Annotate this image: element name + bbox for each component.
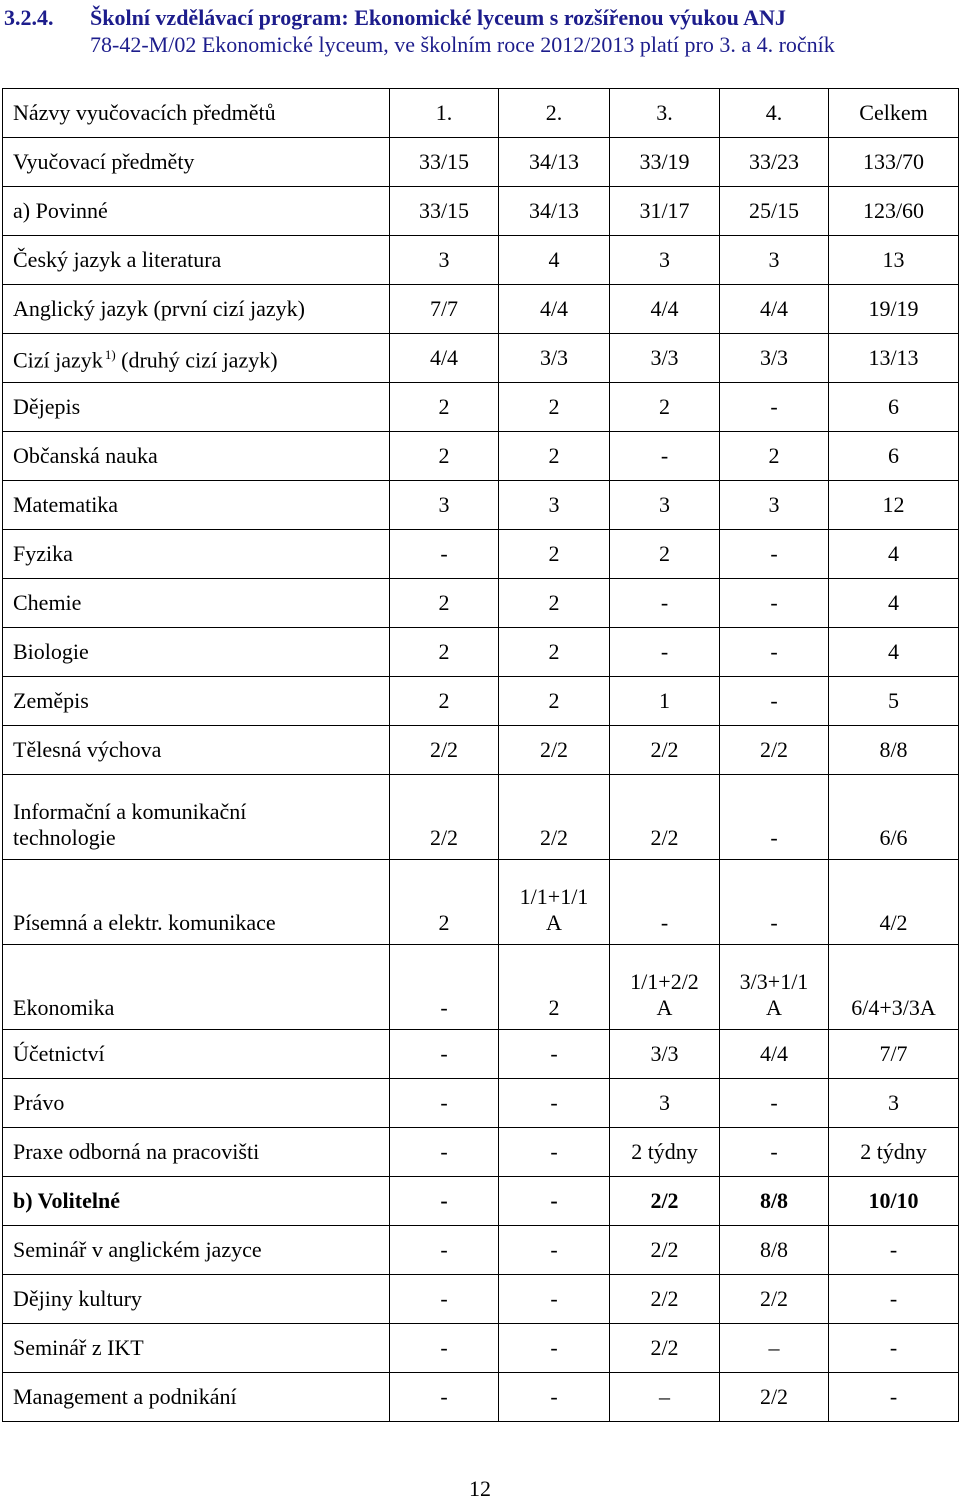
curriculum-table-body [3, 89, 959, 1422]
year-3-cell: 3/3 [610, 1030, 720, 1079]
year-4-cell: 3 [720, 481, 829, 530]
year-1-cell: 2 [390, 383, 499, 432]
total-cell: 8/8 [829, 726, 959, 775]
total-cell: 13/13 [829, 334, 959, 383]
table-row [3, 1079, 959, 1128]
year-2-cell: 34/13 [499, 138, 610, 187]
table-row [3, 481, 959, 530]
curriculum-table [2, 88, 959, 1422]
year-4-cell: - [720, 628, 829, 677]
total-cell: 5 [829, 677, 959, 726]
total-cell: 123/60 [829, 187, 959, 236]
year-2-cell: - [499, 1030, 610, 1079]
year-3-cell: - [610, 432, 720, 481]
total-cell: 6/4+3/3A [829, 945, 959, 1030]
year-4-cell: 3/3+1/1 A [720, 945, 829, 1030]
year-2-cell: 3/3 [499, 334, 610, 383]
header-year-3-cell: 3. [610, 89, 720, 138]
subject-cell: Dějepis [3, 383, 390, 432]
year-1-cell: 33/15 [390, 138, 499, 187]
year-1-cell: 4/4 [390, 334, 499, 383]
total-cell: 10/10 [829, 1177, 959, 1226]
year-1-cell: 2 [390, 677, 499, 726]
year-3-cell: 2/2 [610, 1324, 720, 1373]
header-subject-cell: Názvy vyučovacích předmětů [3, 89, 390, 138]
subject-cell: Zeměpis [3, 677, 390, 726]
table-row [3, 1030, 959, 1079]
table-row [3, 334, 959, 383]
year-3-cell: 31/17 [610, 187, 720, 236]
year-4-cell: 8/8 [720, 1226, 829, 1275]
year-3-cell: – [610, 1373, 720, 1422]
year-3-cell: 4/4 [610, 285, 720, 334]
year-4-cell: 2/2 [720, 726, 829, 775]
year-2-cell: 34/13 [499, 187, 610, 236]
year-4-cell: 25/15 [720, 187, 829, 236]
year-3-cell: 2/2 [610, 1177, 720, 1226]
year-4-cell: - [720, 579, 829, 628]
year-3-cell: - [610, 579, 720, 628]
year-3-cell: 2/2 [610, 775, 720, 860]
year-4-cell: 2/2 [720, 1275, 829, 1324]
year-2-cell: - [499, 1226, 610, 1275]
subject-cell: Právo [3, 1079, 390, 1128]
year-2-cell: - [499, 1324, 610, 1373]
subject-cell: Matematika [3, 481, 390, 530]
subject-cell: Vyučovací předměty [3, 138, 390, 187]
section-number: 3.2.4. [4, 5, 54, 30]
subject-cell: b) Volitelné [3, 1177, 390, 1226]
year-4-cell: 3 [720, 236, 829, 285]
year-4-cell: - [720, 530, 829, 579]
header-year-4-cell: 4. [720, 89, 829, 138]
year-2-cell: 3 [499, 481, 610, 530]
year-1-cell: - [390, 1324, 499, 1373]
year-1-cell: - [390, 1128, 499, 1177]
year-4-cell: 8/8 [720, 1177, 829, 1226]
total-cell: 4/2 [829, 860, 959, 945]
subject-cell: Informační a komunikační technologie [3, 775, 390, 860]
table-row [3, 432, 959, 481]
table-row [3, 1373, 959, 1422]
table-row [3, 677, 959, 726]
table-row [3, 860, 959, 945]
year-1-cell: - [390, 1275, 499, 1324]
year-4-cell: - [720, 1128, 829, 1177]
section-subtitle: 78-42-M/02 Ekonomické lyceum, ve školním roce 2012/2013 platí pro 3. a 4. ročník [90, 32, 835, 57]
table-row [3, 1128, 959, 1177]
year-1-cell: - [390, 1079, 499, 1128]
total-cell: 4 [829, 579, 959, 628]
subject-cell: a) Povinné [3, 187, 390, 236]
year-2-cell: 2 [499, 530, 610, 579]
subject-cell: Ekonomika [3, 945, 390, 1030]
year-4-cell: - [720, 860, 829, 945]
year-3-cell: 2/2 [610, 1275, 720, 1324]
total-cell: - [829, 1226, 959, 1275]
total-cell: 4 [829, 628, 959, 677]
year-3-cell: - [610, 628, 720, 677]
year-2-cell: 2 [499, 579, 610, 628]
subject-cell: Občanská nauka [3, 432, 390, 481]
year-4-cell: - [720, 1079, 829, 1128]
year-3-cell: 2 [610, 530, 720, 579]
year-2-cell: 2/2 [499, 726, 610, 775]
year-1-cell: - [390, 1177, 499, 1226]
total-cell: 6/6 [829, 775, 959, 860]
subject-cell [3, 334, 390, 383]
subject-cell: Tělesná výchova [3, 726, 390, 775]
year-4-cell: 4/4 [720, 1030, 829, 1079]
year-1-cell: 2/2 [390, 775, 499, 860]
year-3-cell: 2 týdny [610, 1128, 720, 1177]
year-1-cell: - [390, 1373, 499, 1422]
year-3-cell: 1/1+2/2 A [610, 945, 720, 1030]
total-cell: - [829, 1324, 959, 1373]
subject-cell: Písemná a elektr. komunikace [3, 860, 390, 945]
year-1-cell: 3 [390, 236, 499, 285]
year-1-cell: 2 [390, 628, 499, 677]
year-1-cell: 7/7 [390, 285, 499, 334]
subject-cell: Seminář v anglickém jazyce [3, 1226, 390, 1275]
table-row [3, 775, 959, 860]
total-cell: 6 [829, 383, 959, 432]
year-1-cell: - [390, 945, 499, 1030]
year-2-cell: 2/2 [499, 775, 610, 860]
year-4-cell: 3/3 [720, 334, 829, 383]
table-row [3, 285, 959, 334]
section-title: Školní vzdělávací program: Ekonomické lyceum s rozšířenou výukou ANJ [90, 5, 786, 30]
year-2-cell: - [499, 1373, 610, 1422]
year-4-cell: - [720, 383, 829, 432]
year-3-cell: 3/3 [610, 334, 720, 383]
total-cell: 133/70 [829, 138, 959, 187]
year-1-cell: - [390, 1030, 499, 1079]
table-row [3, 138, 959, 187]
year-4-cell: 2 [720, 432, 829, 481]
subject-cell: Dějiny kultury [3, 1275, 390, 1324]
total-cell: 6 [829, 432, 959, 481]
year-1-cell: - [390, 1226, 499, 1275]
table-row [3, 187, 959, 236]
year-2-cell: 4/4 [499, 285, 610, 334]
total-cell: 12 [829, 481, 959, 530]
year-3-cell: - [610, 860, 720, 945]
table-header-row [3, 89, 959, 138]
table-row [3, 530, 959, 579]
year-3-cell: 33/19 [610, 138, 720, 187]
table-row [3, 383, 959, 432]
header-year-2-cell: 2. [499, 89, 610, 138]
year-2-cell: 4 [499, 236, 610, 285]
year-3-cell: 1 [610, 677, 720, 726]
heading-title-line [4, 4, 954, 32]
subject-cell: Chemie [3, 579, 390, 628]
subject-cell: Praxe odborná na pracovišti [3, 1128, 390, 1177]
year-1-cell: 3 [390, 481, 499, 530]
subject-cell: Fyzika [3, 530, 390, 579]
year-1-cell: 2 [390, 579, 499, 628]
table-row [3, 1275, 959, 1324]
year-3-cell: 3 [610, 236, 720, 285]
table-row [3, 579, 959, 628]
year-2-cell: 2 [499, 383, 610, 432]
year-4-cell: – [720, 1324, 829, 1373]
document-heading [4, 4, 954, 58]
year-4-cell: - [720, 775, 829, 860]
total-cell: 2 týdny [829, 1128, 959, 1177]
year-4-cell: - [720, 677, 829, 726]
table-row [3, 236, 959, 285]
subject-cell: Biologie [3, 628, 390, 677]
subject-label: Cizí jazyk [13, 347, 103, 373]
year-2-cell: 2 [499, 677, 610, 726]
total-cell: 4 [829, 530, 959, 579]
year-4-cell: 33/23 [720, 138, 829, 187]
year-3-cell: 2 [610, 383, 720, 432]
year-1-cell: 2 [390, 432, 499, 481]
year-4-cell: 4/4 [720, 285, 829, 334]
year-2-cell: - [499, 1128, 610, 1177]
year-4-cell: 2/2 [720, 1373, 829, 1422]
total-cell: - [829, 1275, 959, 1324]
subject-cell: Management a podnikání [3, 1373, 390, 1422]
total-cell: 7/7 [829, 1030, 959, 1079]
year-1-cell: 2/2 [390, 726, 499, 775]
year-3-cell: 2/2 [610, 1226, 720, 1275]
year-3-cell: 2/2 [610, 726, 720, 775]
subject-cell: Anglický jazyk (první cizí jazyk) [3, 285, 390, 334]
table-row [3, 628, 959, 677]
total-cell: 13 [829, 236, 959, 285]
page-number: 12 [469, 1476, 491, 1501]
subject-cell: Účetnictví [3, 1030, 390, 1079]
table-row [3, 726, 959, 775]
total-cell: 3 [829, 1079, 959, 1128]
subject-label-suffix: (druhý cizí jazyk) [115, 347, 278, 373]
subject-cell: Český jazyk a literatura [3, 236, 390, 285]
footnote-marker: 1) [104, 347, 116, 363]
year-2-cell: - [499, 1079, 610, 1128]
subject-cell: Seminář z IKT [3, 1324, 390, 1373]
total-cell: - [829, 1373, 959, 1422]
header-total-cell: Celkem [829, 89, 959, 138]
year-1-cell: 2 [390, 860, 499, 945]
year-2-cell: 2 [499, 432, 610, 481]
year-2-cell: - [499, 1275, 610, 1324]
year-3-cell: 3 [610, 1079, 720, 1128]
total-cell: 19/19 [829, 285, 959, 334]
table-row [3, 1177, 959, 1226]
year-1-cell: - [390, 530, 499, 579]
year-2-cell: 2 [499, 628, 610, 677]
year-2-cell: - [499, 1177, 610, 1226]
year-2-cell: 1/1+1/1 A [499, 860, 610, 945]
table-row [3, 1226, 959, 1275]
table-row [3, 945, 959, 1030]
year-3-cell: 3 [610, 481, 720, 530]
table-row [3, 1324, 959, 1373]
header-year-1-cell: 1. [390, 89, 499, 138]
year-1-cell: 33/15 [390, 187, 499, 236]
year-2-cell: 2 [499, 945, 610, 1030]
